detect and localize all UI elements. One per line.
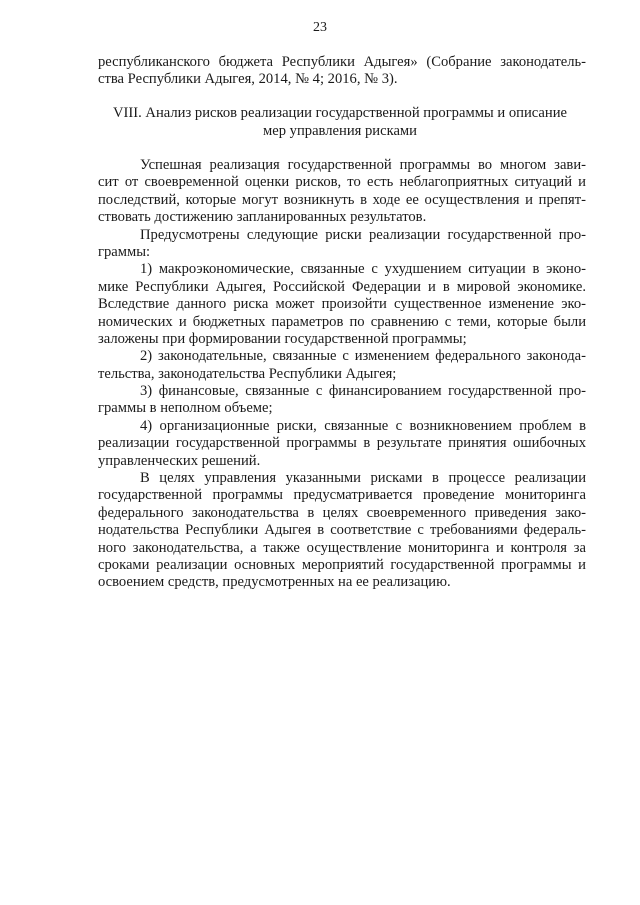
intro-paragraph bbox=[98, 54, 586, 89]
text-line: тельства, законодательства Республики Адыгея; bbox=[98, 365, 397, 382]
text-line: 2) законодательные, связанные с изменением федерального законода- bbox=[140, 348, 586, 365]
heading-line: VIII. Анализ рисков реализации государственной программы и описание bbox=[113, 105, 567, 121]
text-line: федерального законодательства в целях своевременного приведения зако- bbox=[98, 504, 586, 521]
text-line: мике Республики Адыгея, Российской Федерации и в мировой экономике. bbox=[98, 278, 586, 295]
text-line: сит от своевременной оценки рисков, то есть неблагоприятных ситуаций и bbox=[98, 174, 586, 191]
text-line: ного законодательства, а также осуществление мониторинга и контроля за bbox=[98, 539, 586, 556]
text-line: 4) организационные риски, связанные с возникновением проблем в bbox=[140, 417, 586, 434]
page-number: 23 bbox=[313, 20, 327, 35]
text-line: ствовать достижению запланированных результатов. bbox=[98, 209, 427, 226]
text-line: нодательства Республики Адыгея в соответствие с требованиями федераль- bbox=[98, 522, 586, 539]
text-line: граммы: bbox=[98, 243, 151, 260]
list-item-organizational bbox=[98, 418, 586, 470]
heading-line: мер управления рисками bbox=[263, 123, 417, 139]
paragraph-risks-intro bbox=[98, 227, 586, 262]
text-line: 1) макроэкономические, связанные с ухудшением ситуации в эконо- bbox=[140, 261, 586, 278]
text-line: последствий, которые могут возникнуть в ходе ее осуществления и препят- bbox=[98, 191, 586, 208]
text-line: освоением средств, предусмотренных на ее реализацию. bbox=[98, 574, 451, 591]
text-line: ства Республики Адыгея, 2014, № 4; 2016, № 3). bbox=[98, 71, 398, 88]
text-line: республиканского бюджета Республики Адыгея» (Собрание законодатель- bbox=[98, 54, 586, 70]
list-item-financial bbox=[98, 383, 586, 418]
paragraph-risk-management bbox=[98, 470, 586, 592]
text-line: номических и бюджетных параметров по сравнению с теми, которые были bbox=[98, 313, 586, 330]
section-heading bbox=[90, 104, 590, 140]
list-item-macroeconomic bbox=[98, 261, 586, 348]
list-item-legislative bbox=[98, 348, 586, 383]
text-line: Предусмотрены следующие риски реализации государственной про- bbox=[140, 226, 586, 243]
section-body bbox=[98, 157, 586, 592]
text-line: 3) финансовые, связанные с финансированием государственной про- bbox=[140, 383, 586, 400]
text-line: Успешная реализация государственной программы во многом зави- bbox=[140, 157, 586, 173]
text-line: государственной программы предусматривается проведение мониторинга bbox=[98, 487, 586, 504]
text-line: граммы в неполном объеме; bbox=[98, 400, 273, 417]
text-line: управленческих решений. bbox=[98, 452, 261, 469]
text-line: заложены при формировании государственной программы; bbox=[98, 330, 467, 347]
text-line: В целях управления указанными рисками в процессе реализации bbox=[140, 470, 586, 487]
paragraph-risk-assessment bbox=[98, 157, 586, 227]
text-line: Вследствие данного риска может произойти существенное изменение эко- bbox=[98, 296, 586, 313]
text-line: сроками реализации основных мероприятий государственной программы и bbox=[98, 556, 586, 573]
text-line: реализации государственной программы в результате принятия ошибочных bbox=[98, 435, 586, 452]
